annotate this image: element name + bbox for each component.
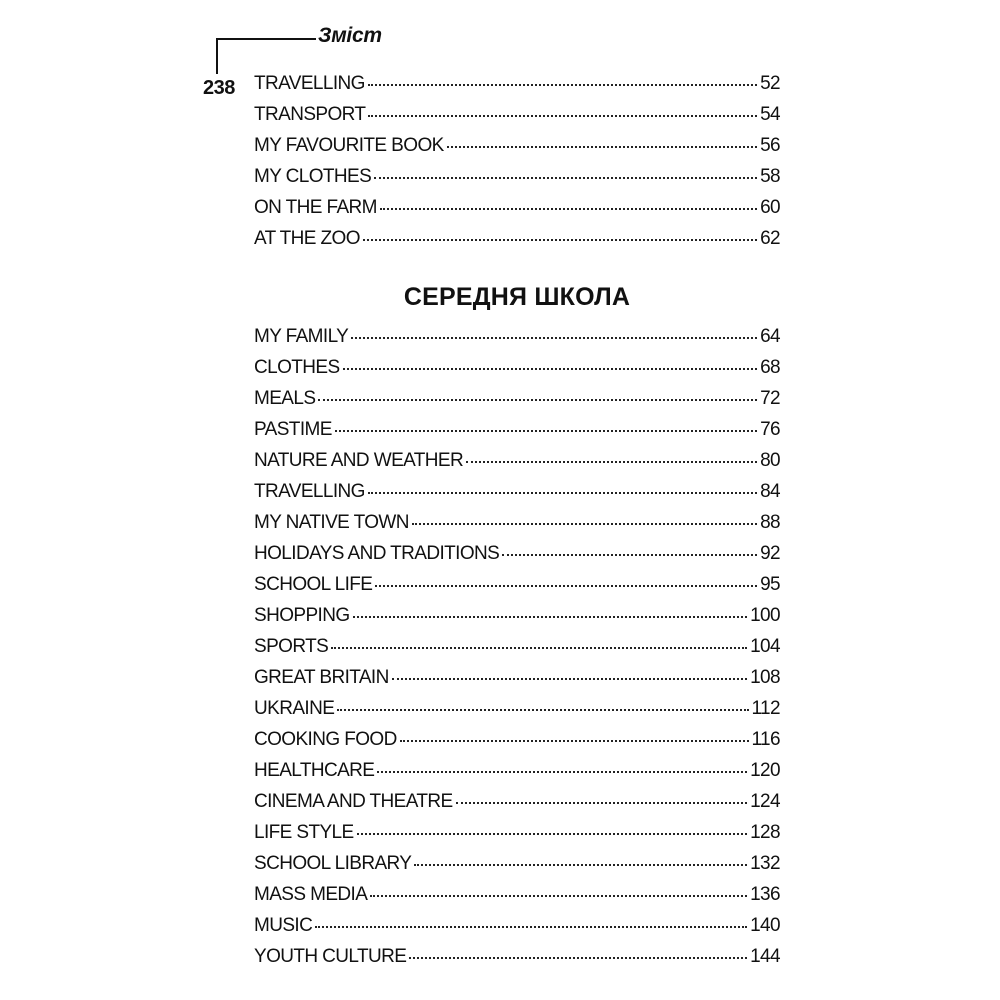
toc-entry-title: ON THE FARM <box>254 197 377 218</box>
toc-entry-page: 124 <box>750 791 780 812</box>
toc-entry-title: LIFE STYLE <box>254 822 354 843</box>
toc-entry <box>254 357 780 388</box>
toc-dot-leader <box>447 146 757 148</box>
toc-entry-page: 140 <box>750 915 780 936</box>
toc-entry-title: MY NATIVE TOWN <box>254 512 409 533</box>
toc-dot-leader <box>409 957 747 959</box>
toc-entry-page: 144 <box>750 946 780 967</box>
toc-entry-title: AT THE ZOO <box>254 228 360 249</box>
toc-entry-title: CINEMA AND THEATRE <box>254 791 453 812</box>
toc-entry-page: 68 <box>760 357 780 378</box>
toc-entry-title: CLOTHES <box>254 357 340 378</box>
toc-entry-title: MASS MEDIA <box>254 884 368 905</box>
toc-entry-page: 120 <box>750 760 780 781</box>
toc-dot-leader <box>414 864 747 866</box>
toc-entry-title: MY FAMILY <box>254 326 349 347</box>
toc-entry-title: MUSIC <box>254 915 313 936</box>
toc-entry-page: 88 <box>760 512 780 533</box>
toc-entry-page: 58 <box>760 166 780 187</box>
toc-entry <box>254 760 780 791</box>
toc-dot-leader <box>331 647 747 649</box>
toc-entry-title: TRAVELLING <box>254 481 365 502</box>
toc-entry <box>254 667 780 698</box>
toc-entry-page: 92 <box>760 543 780 564</box>
toc-entry-page: 72 <box>760 388 780 409</box>
toc-entry <box>254 166 780 197</box>
toc-entry <box>254 388 780 419</box>
toc-entry-title: MY CLOTHES <box>254 166 372 187</box>
toc-entry-page: 56 <box>760 135 780 156</box>
toc-entry-title: SCHOOL LIFE <box>254 574 373 595</box>
toc-entry-title: SHOPPING <box>254 605 350 626</box>
toc-entry-title: HEALTHCARE <box>254 760 375 781</box>
toc-entry <box>254 512 780 543</box>
toc-entry-page: 64 <box>760 326 780 347</box>
toc-list-top <box>254 73 780 259</box>
toc-entry-page: 54 <box>760 104 780 125</box>
toc-entry <box>254 698 780 729</box>
toc-entry-page: 60 <box>760 197 780 218</box>
toc-list-middle-school <box>254 326 780 977</box>
toc-dot-leader <box>343 368 758 370</box>
toc-entry <box>254 915 780 946</box>
toc-dot-leader <box>318 399 757 401</box>
toc-entry <box>254 326 780 357</box>
toc-entry <box>254 605 780 636</box>
section-heading: СЕРЕДНЯ ШКОЛА <box>403 283 631 311</box>
toc-entry <box>254 574 780 605</box>
toc-dot-leader <box>368 492 757 494</box>
toc-entry-title: SPORTS <box>254 636 329 657</box>
toc-dot-leader <box>502 554 757 556</box>
toc-entry-title: NATURE AND WEATHER <box>254 450 464 471</box>
toc-entry-page: 84 <box>760 481 780 502</box>
toc-entry-page: 95 <box>760 574 780 595</box>
toc-entry-page: 80 <box>760 450 780 471</box>
toc-entry <box>254 853 780 884</box>
toc-dot-leader <box>380 208 757 210</box>
toc-entry-title: GREAT BRITAIN <box>254 667 389 688</box>
toc-entry-title: PASTIME <box>254 419 332 440</box>
toc-dot-leader <box>368 84 757 86</box>
toc-entry-page: 76 <box>760 419 780 440</box>
header-rule-horizontal <box>216 38 316 40</box>
toc-entry <box>254 791 780 822</box>
toc-dot-leader <box>368 115 757 117</box>
toc-entry <box>254 450 780 481</box>
toc-dot-leader <box>363 239 757 241</box>
toc-dot-leader <box>370 895 747 897</box>
toc-entry <box>254 543 780 574</box>
toc-entry <box>254 884 780 915</box>
toc-dot-leader <box>392 678 747 680</box>
toc-entry-title: UKRAINE <box>254 698 335 719</box>
toc-entry-title: SCHOOL LIBRARY <box>254 853 412 874</box>
toc-entry-page: 100 <box>750 605 780 626</box>
toc-entry-title: MEALS <box>254 388 316 409</box>
toc-entry <box>254 636 780 667</box>
toc-entry-page: 104 <box>750 636 780 657</box>
toc-entry <box>254 822 780 853</box>
page-number: 238 <box>203 77 235 99</box>
toc-dot-leader <box>374 177 757 179</box>
toc-dot-leader <box>400 740 749 742</box>
toc-dot-leader <box>466 461 757 463</box>
toc-entry <box>254 946 780 977</box>
toc-dot-leader <box>351 337 757 339</box>
toc-entry-page: 52 <box>760 73 780 94</box>
toc-dot-leader <box>375 585 757 587</box>
toc-dot-leader <box>456 802 748 804</box>
toc-entry-title: MY FAVOURITE BOOK <box>254 135 444 156</box>
toc-entry-page: 136 <box>750 884 780 905</box>
header-rule-vertical <box>216 38 218 74</box>
toc-entry <box>254 197 780 228</box>
toc-dot-leader <box>412 523 757 525</box>
toc-entry-page: 132 <box>750 853 780 874</box>
toc-entry <box>254 135 780 166</box>
toc-dot-leader <box>357 833 747 835</box>
toc-dot-leader <box>337 709 748 711</box>
toc-dot-leader <box>315 926 747 928</box>
toc-entry <box>254 481 780 512</box>
toc-entry-title: COOKING FOOD <box>254 729 397 750</box>
toc-entry-title: YOUTH CULTURE <box>254 946 407 967</box>
toc-entry-title: HOLIDAYS AND TRADITIONS <box>254 543 500 564</box>
running-header-title: Зміст <box>318 24 382 47</box>
toc-entry <box>254 729 780 760</box>
toc-entry-page: 112 <box>751 698 780 719</box>
toc-entry-title: TRANSPORT <box>254 104 366 125</box>
toc-dot-leader <box>353 616 748 618</box>
toc-dot-leader <box>377 771 747 773</box>
toc-entry-page: 62 <box>760 228 780 249</box>
toc-entry <box>254 228 780 259</box>
toc-entry-title: TRAVELLING <box>254 73 365 94</box>
toc-entry <box>254 419 780 450</box>
toc-entry-page: 108 <box>750 667 780 688</box>
toc-dot-leader <box>335 430 757 432</box>
toc-entry-page: 128 <box>750 822 780 843</box>
toc-entry-page: 116 <box>751 729 780 750</box>
toc-entry <box>254 73 780 104</box>
toc-entry <box>254 104 780 135</box>
